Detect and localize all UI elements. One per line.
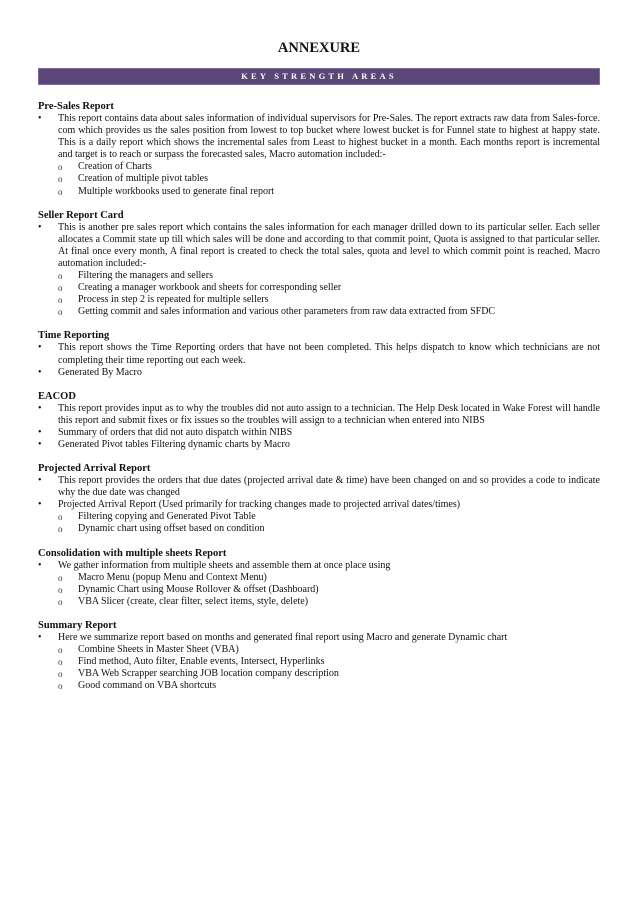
bullet-list <box>38 475 600 535</box>
circle-bullet-icon: o <box>58 271 63 282</box>
bullet-icon: • <box>38 559 42 571</box>
report-section <box>38 391 600 451</box>
bullet-icon: • <box>38 342 42 354</box>
sub-bullet-list <box>38 270 600 318</box>
sub-bullet-text: Good command on VBA shortcuts <box>78 680 217 692</box>
sub-bullet-item <box>38 161 600 173</box>
section-heading: Projected Arrival Report <box>38 463 151 475</box>
bullet-item <box>38 342 600 366</box>
bullet-item <box>38 222 600 270</box>
bullet-icon: • <box>38 221 42 233</box>
report-section <box>38 463 600 535</box>
report-section <box>38 210 600 319</box>
sub-bullet-text: Find method, Auto filter, Enable events, Intersect, Hyperlinks <box>78 656 325 668</box>
sub-bullet-item <box>38 584 600 596</box>
sub-list-wrapper <box>38 572 600 608</box>
bullet-list <box>38 632 600 692</box>
section-heading: Pre-Sales Report <box>38 101 114 112</box>
circle-bullet-icon: o <box>58 681 63 692</box>
bullet-text: Here we summarize report based on months and generated final report using Macro and generate Dynamic chart <box>58 631 508 643</box>
circle-bullet-icon: o <box>58 596 63 607</box>
bullet-text: We gather information from multiple sheets and assemble them at once place using <box>58 559 391 571</box>
bullet-item <box>38 475 600 499</box>
section-heading: Consolidation with multiple sheets Report <box>38 547 227 559</box>
circle-bullet-icon: o <box>58 307 63 318</box>
bullet-item <box>38 632 600 644</box>
sub-bullet-text: Macro Menu (popup Menu and Context Menu) <box>78 571 267 583</box>
sub-bullet-text: Filtering the managers and sellers <box>78 270 213 282</box>
bullet-item <box>38 367 600 379</box>
sub-bullet-item <box>38 294 600 306</box>
sub-bullet-list <box>38 644 600 692</box>
section-banner: KEY STRENGTH AREAS <box>38 68 600 85</box>
bullet-list <box>38 113 600 198</box>
sub-bullet-item <box>38 572 600 584</box>
circle-bullet-icon: o <box>58 572 63 583</box>
circle-bullet-icon: o <box>58 162 63 173</box>
bullet-item <box>38 439 600 451</box>
sub-bullet-list <box>38 161 600 197</box>
bullet-text: Projected Arrival Report (Used primarily for tracking changes made to projected arrival dates/times) <box>58 499 461 511</box>
circle-bullet-icon: o <box>58 283 63 294</box>
bullet-list <box>38 342 600 378</box>
bullet-item <box>38 427 600 439</box>
sub-bullet-item <box>38 282 600 294</box>
bullet-icon: • <box>38 426 42 438</box>
sub-bullet-item <box>38 270 600 282</box>
sub-bullet-item <box>38 306 600 318</box>
sections-container <box>38 101 600 692</box>
bullet-list <box>38 222 600 319</box>
bullet-icon: • <box>38 438 42 450</box>
bullet-text: This report contains data about sales information of individual supervisors for Pre-Sales. The report extracts raw data from Sales-force. com which provides us the sales position from lowest to top bucket where lowest bucket is for Funnel state to highest at happy state. This is a daily report which shows the incremental sales from Least to highest bucket in a month. Each months report is incremental and target is to reach or surpass the forecasted sales, Macro automation included:- <box>58 113 600 161</box>
circle-bullet-icon: o <box>58 186 63 197</box>
circle-bullet-icon: o <box>58 295 63 306</box>
sub-bullet-text: Multiple workbooks used to generate final report <box>78 185 275 197</box>
circle-bullet-icon: o <box>58 524 63 535</box>
document-page <box>38 40 600 704</box>
circle-bullet-icon: o <box>58 669 63 680</box>
sub-bullet-list <box>38 572 600 608</box>
bullet-text: This report shows the Time Reporting orders that have not been completed. This helps dispatch to know which technicians are not completing their time reporting out each week. <box>58 342 600 366</box>
bullet-item <box>38 499 600 511</box>
bullet-text: This report provides the orders that due dates (projected arrival date & time) have been changed on and so provides a code to indicate why the due date was changed <box>58 475 600 499</box>
bullet-icon: • <box>38 499 42 511</box>
bullet-icon: • <box>38 366 42 378</box>
circle-bullet-icon: o <box>58 645 63 655</box>
sub-bullet-item <box>38 668 600 680</box>
sub-bullet-item <box>38 173 600 185</box>
sub-bullet-item <box>38 680 600 692</box>
circle-bullet-icon: o <box>58 657 63 668</box>
sub-bullet-text: Filtering copying and Generated Pivot Table <box>78 511 256 523</box>
sub-list-wrapper <box>38 511 600 535</box>
sub-list-wrapper <box>38 644 600 692</box>
section-heading: Summary Report <box>38 619 117 631</box>
bullet-icon: • <box>38 475 42 487</box>
bullet-text: Generated By Macro <box>58 366 142 378</box>
report-section <box>38 548 600 608</box>
bullet-item <box>38 560 600 572</box>
sub-bullet-text: Getting commit and sales information and various other parameters from raw data extracted from SFDC <box>78 306 496 318</box>
sub-bullet-text: VBA Web Scrapper searching JOB location company description <box>78 668 339 680</box>
sub-bullet-item <box>38 644 600 656</box>
bullet-icon: • <box>38 631 42 643</box>
sub-bullet-item <box>38 523 600 535</box>
bullet-icon: • <box>38 113 42 124</box>
bullet-item <box>38 113 600 161</box>
report-section <box>38 620 600 692</box>
sub-bullet-item <box>38 596 600 608</box>
bullet-text: This is another pre sales report which contains the sales information for each manager drilled down to its particular seller. Each seller allocates a Commit state up till which sales will be done and according to that commit point, Quota is assigned to that particular seller. At final once every month, A final report is created to check the total sales, quota and level to which commit point is reached. Macro automation included:- <box>58 221 600 269</box>
sub-bullet-item <box>38 656 600 668</box>
sub-bullet-text: Dynamic Chart using Mouse Rollover & offset (Dashboard) <box>78 583 319 595</box>
circle-bullet-icon: o <box>58 584 63 595</box>
sub-bullet-text: Creation of Charts <box>78 161 152 173</box>
bullet-text: This report provides input as to why the troubles did not auto assign to a technician. The Help Desk located in Wake Forest will handle this report and submit fixes or fix issues so the troubles will assign to a technician when entered into NIBS <box>58 402 600 426</box>
sub-bullet-item <box>38 186 600 198</box>
bullet-list <box>38 403 600 451</box>
sub-bullet-item <box>38 511 600 523</box>
sub-list-wrapper <box>38 270 600 318</box>
sub-bullet-text: Creation of multiple pivot tables <box>78 173 208 185</box>
sub-bullet-text: VBA Slicer (create, clear filter, select items, style, delete) <box>78 595 309 607</box>
report-section <box>38 330 600 378</box>
bullet-list <box>38 560 600 608</box>
sub-bullet-text: Combine Sheets in Master Sheet (VBA) <box>78 644 239 655</box>
section-heading: Seller Report Card <box>38 209 124 221</box>
bullet-item <box>38 403 600 427</box>
sub-bullet-text: Process in step 2 is repeated for multiple sellers <box>78 294 269 306</box>
circle-bullet-icon: o <box>58 174 63 185</box>
sub-list-wrapper <box>38 161 600 197</box>
section-heading: EACOD <box>38 390 76 402</box>
report-section <box>38 101 600 198</box>
bullet-text: Generated Pivot tables Filtering dynamic charts by Macro <box>58 438 290 450</box>
sub-bullet-list <box>38 511 600 535</box>
section-heading: Time Reporting <box>38 330 110 342</box>
sub-bullet-text: Dynamic chart using offset based on condition <box>78 523 265 535</box>
circle-bullet-icon: o <box>58 512 63 523</box>
bullet-icon: • <box>38 402 42 414</box>
page-title: ANNEXURE <box>277 40 361 56</box>
bullet-text: Summary of orders that did not auto dispatch within NIBS <box>58 426 293 438</box>
sub-bullet-text: Creating a manager workbook and sheets for corresponding seller <box>78 282 342 294</box>
